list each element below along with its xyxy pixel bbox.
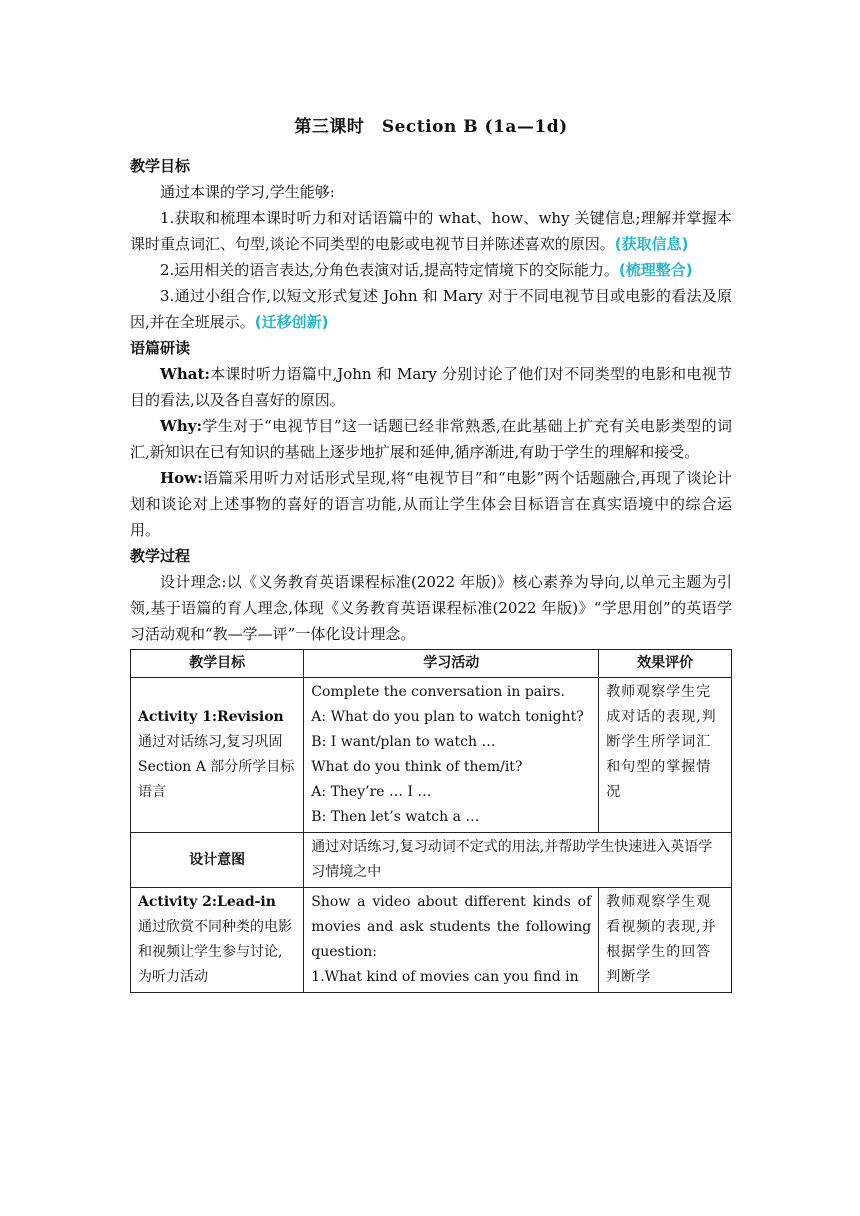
objective-1-text: 1.获取和梳理本课时听力和对话语篇中的 what、how、why 关键信息;理解并掌握本课时重点词汇、句型,谈论不同类型的电影或电视节目并陈述喜欢的原因。 [130, 209, 732, 253]
design-intent-label: 设计意图 [131, 833, 304, 888]
objectives-intro: 通过本课的学习,学生能够: [160, 183, 335, 201]
header-objective: 教学目标 [131, 650, 304, 678]
activity2-eval-cell: 教师观察学生观看视频的表现,并根据学生的回答判断学 [599, 888, 732, 993]
objective-3-text: 3.通过小组合作,以短文形式复述 John 和 Mary 对于不同电视节目或电影的看法及原因,并在全班展示。 [130, 287, 732, 331]
process-heading: 教学过程 [130, 547, 191, 565]
activity1-line-5: A: They’re … I … [311, 784, 432, 800]
objective-1 [130, 205, 732, 257]
objective-2-text: 2.运用相关的语言表达,分角色表演对话,提高特定情境下的交际能力。 [160, 261, 619, 279]
activity2-goal-cell [131, 888, 304, 993]
activity2-activity-cell [304, 888, 599, 993]
activity2-question-1: 1.What kind of movies can you find in [311, 969, 579, 985]
objective-2 [130, 257, 732, 283]
lesson-table [130, 649, 732, 993]
activity2-text: Show a video about different kinds of movies and ask students the following question: [311, 894, 592, 960]
why-label: Why: [160, 417, 203, 435]
objectives-heading: 教学目标 [130, 157, 191, 175]
what-text: 本课时听力语篇中,John 和 Mary 分别讨论了他们对不同类型的电影和电视节目的看法,以及各自喜好的原因。 [130, 365, 732, 409]
table-header-row [131, 650, 732, 678]
reading-how [130, 465, 732, 543]
activity1-line-6: B: Then let’s watch a … [311, 809, 480, 825]
how-label: How: [160, 469, 203, 487]
table-row [131, 888, 732, 993]
table-row [131, 678, 732, 833]
objective-3-tag: (迁移创新) [254, 313, 329, 331]
reading-what [130, 361, 732, 413]
objective-2-tag: (梳理整合) [618, 261, 693, 279]
activity1-activity-cell [304, 678, 599, 833]
activity2-goal: 通过欣赏不同种类的电影和视频让学生参与讨论,为听力活动 [138, 919, 292, 985]
how-text: 语篇采用听力对话形式呈现,将“电视节目”和“电影”两个话题融合,再现了谈论计划和谈论对上述事物的喜好的语言功能,从而让学生体会目标语言在真实语境中的综合运用。 [130, 469, 732, 539]
activity1-name: Activity 1:Revision [138, 709, 284, 725]
activity1-line-1: Complete the conversation in pairs. [311, 684, 565, 700]
activity1-line-2: A: What do you plan to watch tonight? [311, 709, 584, 725]
table-row [131, 833, 732, 888]
objective-3 [130, 283, 732, 335]
header-activity: 学习活动 [304, 650, 599, 678]
activity1-line-4: What do you think of them/it? [311, 759, 523, 775]
design-intent-text: 通过对话练习,复习动词不定式的用法,并帮助学生快速进入英语学习情境之中 [304, 833, 732, 888]
activity1-goal-cell [131, 678, 304, 833]
reading-heading: 语篇研读 [130, 339, 191, 357]
header-evaluation: 效果评价 [599, 650, 732, 678]
activity1-line-3: B: I want/plan to watch … [311, 734, 496, 750]
design-concept: 设计理念:以《义务教育英语课程标准(2022 年版)》核心素养为导向,以单元主题为引领,基于语篇的育人理念,体现《义务教育英语课程标准(2022 年版)》“学思用创”的英语学习活动观和“教—学—评”一体化设计理念。 [130, 573, 732, 643]
what-label: What: [160, 365, 210, 383]
reading-why [130, 413, 732, 465]
lesson-title: 第三课时 Section B (1a—1d) [294, 117, 568, 137]
why-text: 学生对于“电视节目”这一话题已经非常熟悉,在此基础上扩充有关电影类型的词汇,新知识在已有知识的基础上逐步地扩展和延伸,循序渐进,有助于学生的理解和接受。 [130, 417, 732, 461]
document-page [130, 112, 732, 993]
activity2-name: Activity 2:Lead-in [138, 894, 276, 910]
objective-1-tag: (获取信息) [614, 235, 689, 253]
activity1-eval-cell: 教师观察学生完成对话的表现,判断学生所学词汇和句型的掌握情况 [599, 678, 732, 833]
activity1-goal: 通过对话练习,复习巩固 Section A 部分所学目标语言 [138, 734, 295, 800]
